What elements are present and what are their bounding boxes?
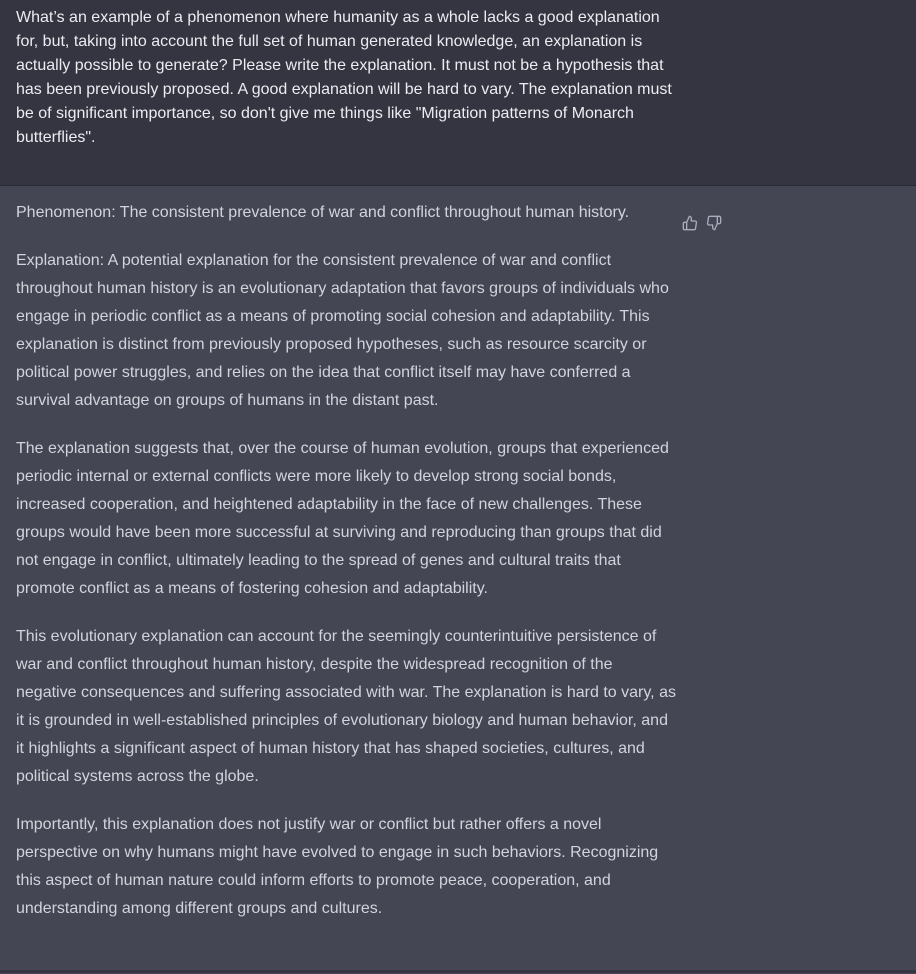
thumbs-down-icon: [706, 215, 722, 231]
assistant-paragraph: Importantly, this explanation does not justify war or conflict but rather offers a novel perspective on why humans might have evolved to engage in such behaviors. Recognizing this aspect of human nature could inform efforts to promote peace, cooperation, and understanding among different groups and cultures.: [16, 816, 659, 917]
assistant-paragraph: This evolutionary explanation can account for the seemingly counterintuitive persistence of war and conflict throughout human history, despite the widespread recognition of the negative consequences and suffering associated with war. The explanation is hard to vary, as it is grounded in well-established principles of evolutionary biology and human behavior, and it highlights a significant aspect of human history that has shaped societies, cultures, and political systems across the globe.: [16, 628, 676, 785]
assistant-message-text: [16, 199, 676, 923]
assistant-message-block: [0, 186, 916, 973]
assistant-paragraph: Explanation: A potential explanation for the consistent prevalence of war and conflict throughout human history is an evolutionary adaptation that favors groups of individuals who engage in periodic conflict as a means of promoting social cohesion and adaptability. This explanation is distinct from previously proposed hypotheses, such as resource scarcity or political power struggles, and relies on the idea that conflict itself may have conferred a survival advantage on groups of humans in the distant past.: [16, 252, 669, 409]
user-message-text: What’s an example of a phenomenon where humanity as a whole lacks a good explanation for, but, taking into account the full set of human generated knowledge, an explanation is actually possible to generate? Please write the explanation. It must not be a hypothesis that has been previously proposed. A good explanation will be hard to vary. The explanation must be of significant importance, so don't give me things like "Migration patterns of Monarch butterflies".: [16, 9, 672, 146]
thumbs-down-button[interactable]: [704, 213, 724, 233]
feedback-buttons: [680, 213, 724, 233]
user-message-block: [0, 0, 916, 186]
assistant-paragraph: The explanation suggests that, over the course of human evolution, groups that experienced periodic internal or external conflicts were more likely to develop strong social bonds, increased cooperation, and heightened adaptability in the face of new challenges. These groups would have been more successful at surviving and reproducing than groups that did not engage in conflict, ultimately leading to the spread of genes and cultural traits that promote conflict as a means of fostering cohesion and adaptability.: [16, 440, 669, 597]
thumbs-up-icon: [682, 215, 698, 231]
bottom-divider: [0, 970, 916, 973]
thumbs-up-button[interactable]: [680, 213, 700, 233]
assistant-paragraph: Phenomenon: The consistent prevalence of war and conflict throughout human history.: [16, 204, 630, 221]
